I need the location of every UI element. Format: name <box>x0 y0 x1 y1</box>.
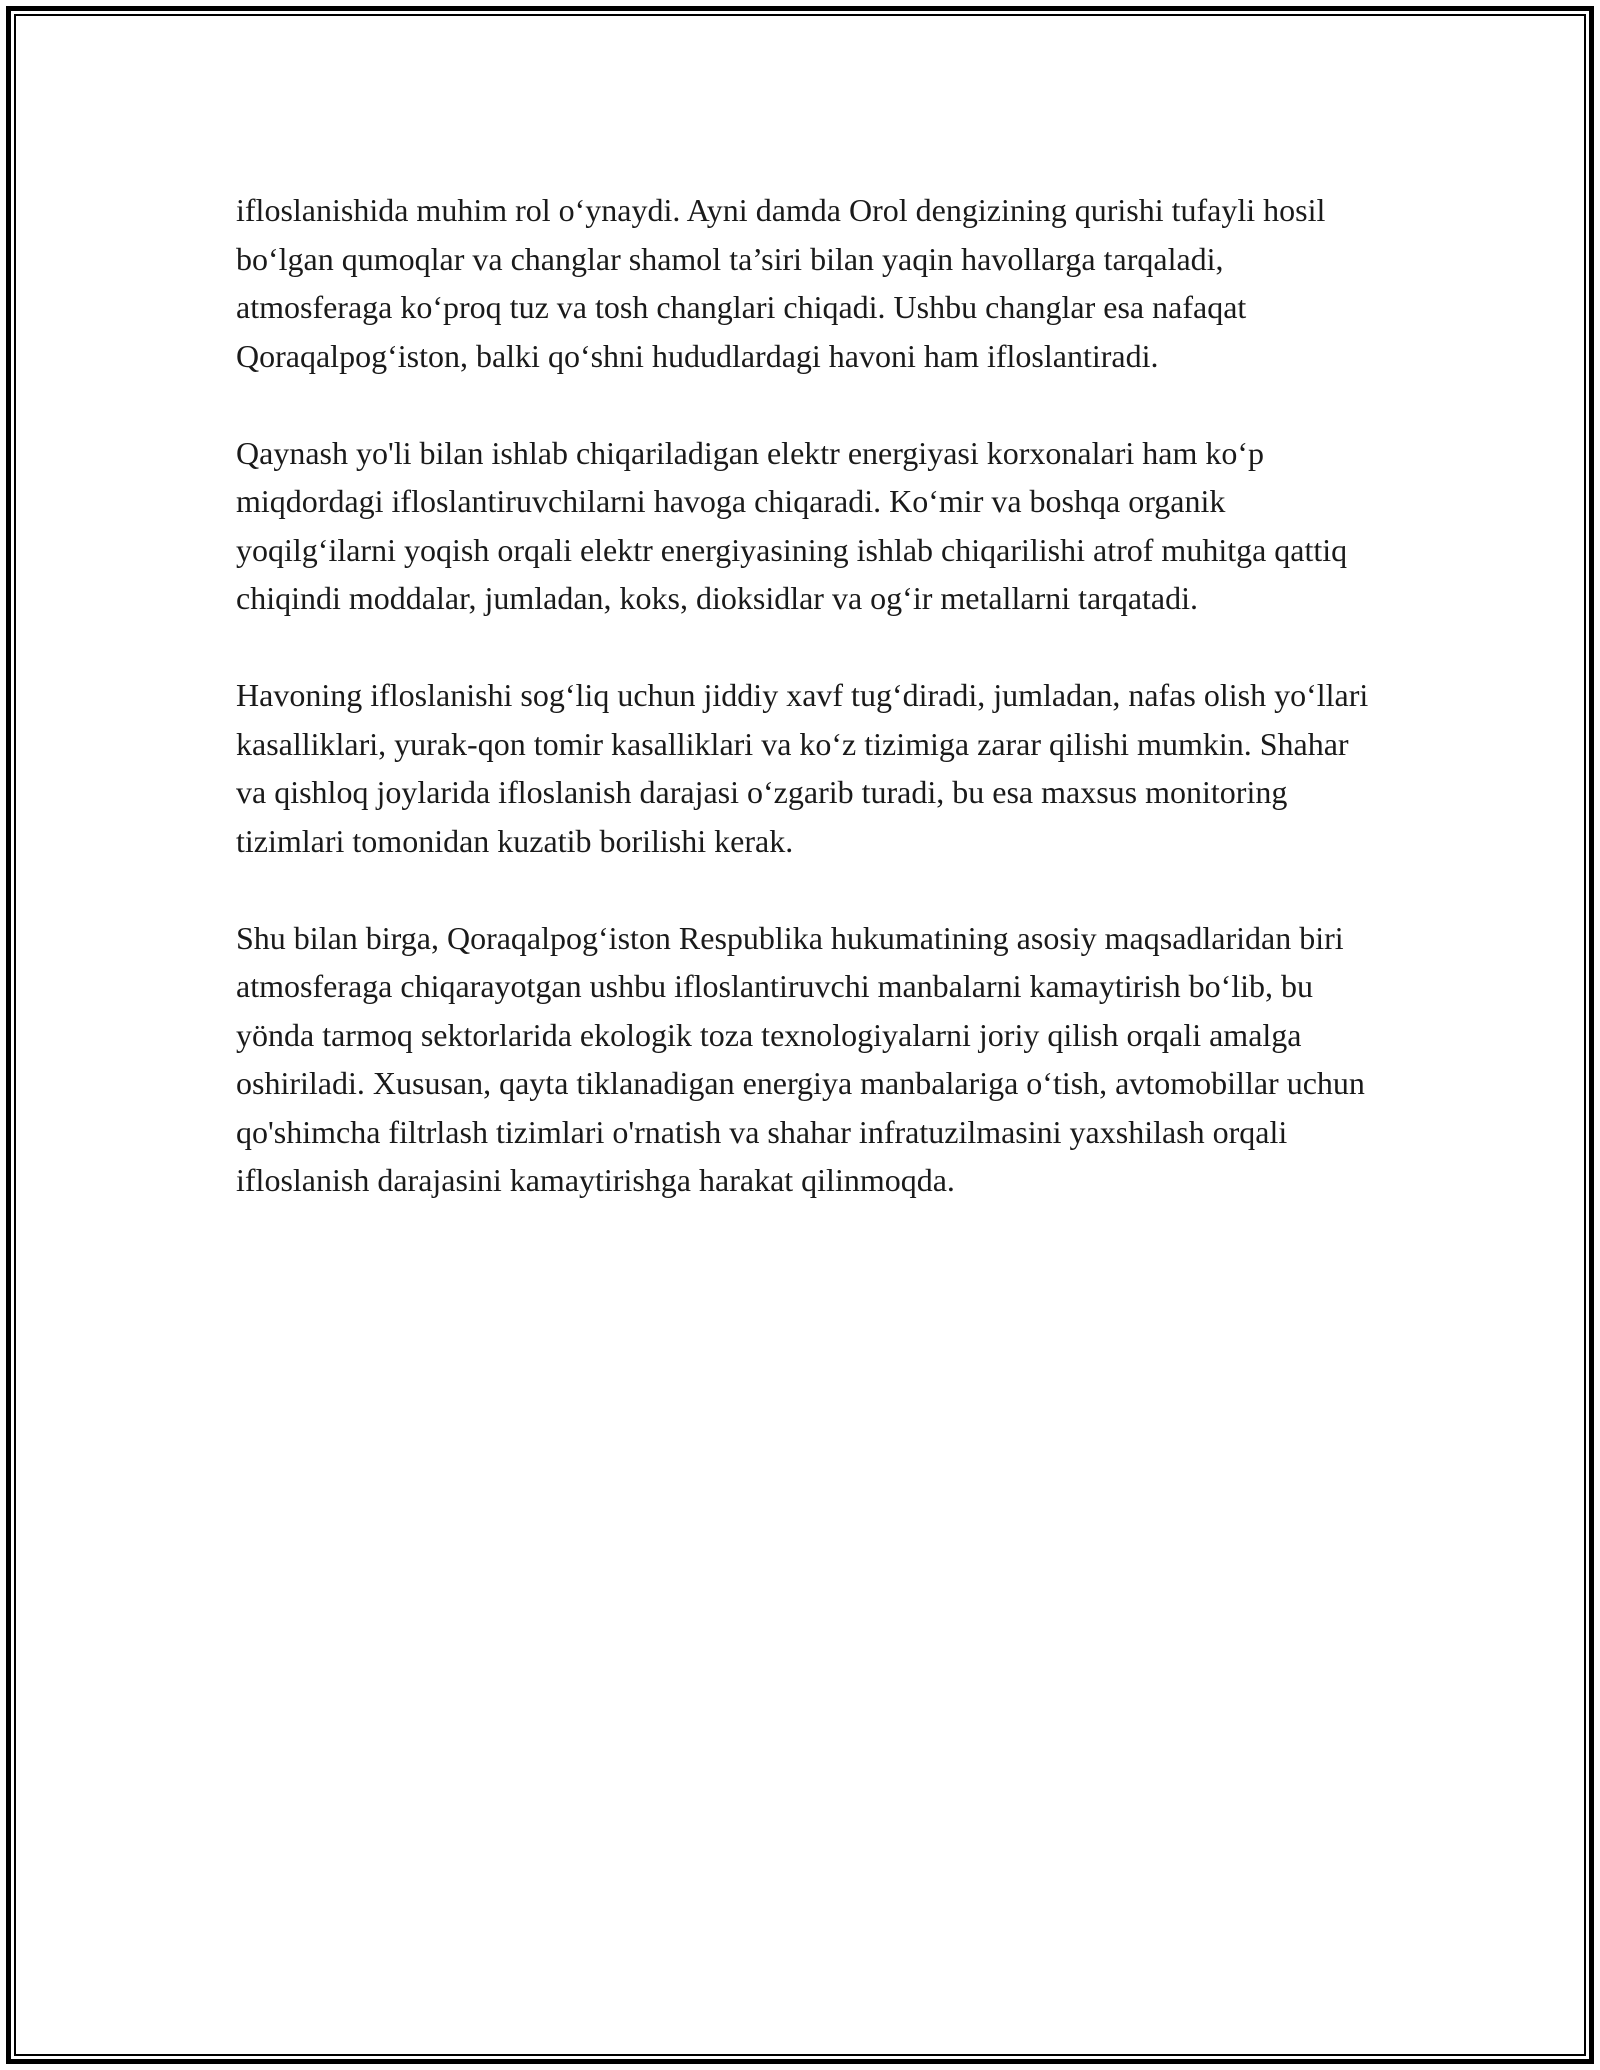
paragraph-government-measures: Shu bilan birga, Qoraqalpog‘iston Respublika hukumatining asosiy maqsadlaridan biri atmosferaga chiqarayotgan ushbu ifloslantiruvchi manbalarni kamaytirish bo‘lib, bu yönda tarmoq sektorlarida ekologik toza texnologiyalarni joriy qilish orqali amalga oshiriladi. Xususan, qayta tiklanadigan energiya manbalariga o‘tish, avtomobillar uchun qo'shimcha filtrlash tizimlari o'rnatish va shahar infratuzilmasini yaxshilash orqali ifloslanish darajasini kamaytirishga harakat qilinmoqda. <box>236 919 1365 1198</box>
document-body <box>236 186 1371 1205</box>
paragraph-power-plants: Qaynash yo'li bilan ishlab chiqariladigan elektr energiyasi korxonalari ham ko‘p miqdordagi ifloslantiruvchilarni havoga chiqaradi. Ko‘mir va boshqa organik yoqilg‘ilarni yoqish orqali elektr energiyasining ishlab chiqarilishi atrof muhitga qattiq chiqindi moddalar, jumladan, koks, dioksidlar va og‘ir metallarni tarqatadi. <box>236 434 1348 616</box>
paragraph-health-risks: Havoning ifloslanishi sog‘liq uchun jiddiy xavf tug‘diradi, jumladan, nafas olish yo‘llari kasalliklari, yurak-qon tomir kasalliklari va ko‘z tizimiga zarar qilishi mumkin. Shahar va qishloq joylarida ifloslanish darajasi o‘zgarib turadi, bu esa maxsus monitoring tizimlari tomonidan kuzatib borilishi kerak. <box>236 677 1369 859</box>
paragraph-air-pollution-aral-sea: ifloslanishida muhim rol o‘ynaydi. Ayni damda Orol dengizining qurishi tufayli hosil bo‘lgan qumoqlar va changlar shamol ta’siri bilan yaqin havollarga tarqaladi, atmosferaga ko‘proq tuz va tosh changlari chiqadi. Ushbu changlar esa nafaqat Qoraqalpog‘iston, balki qo‘shni hududlardagi havoni ham ifloslantiradi. <box>236 192 1326 374</box>
